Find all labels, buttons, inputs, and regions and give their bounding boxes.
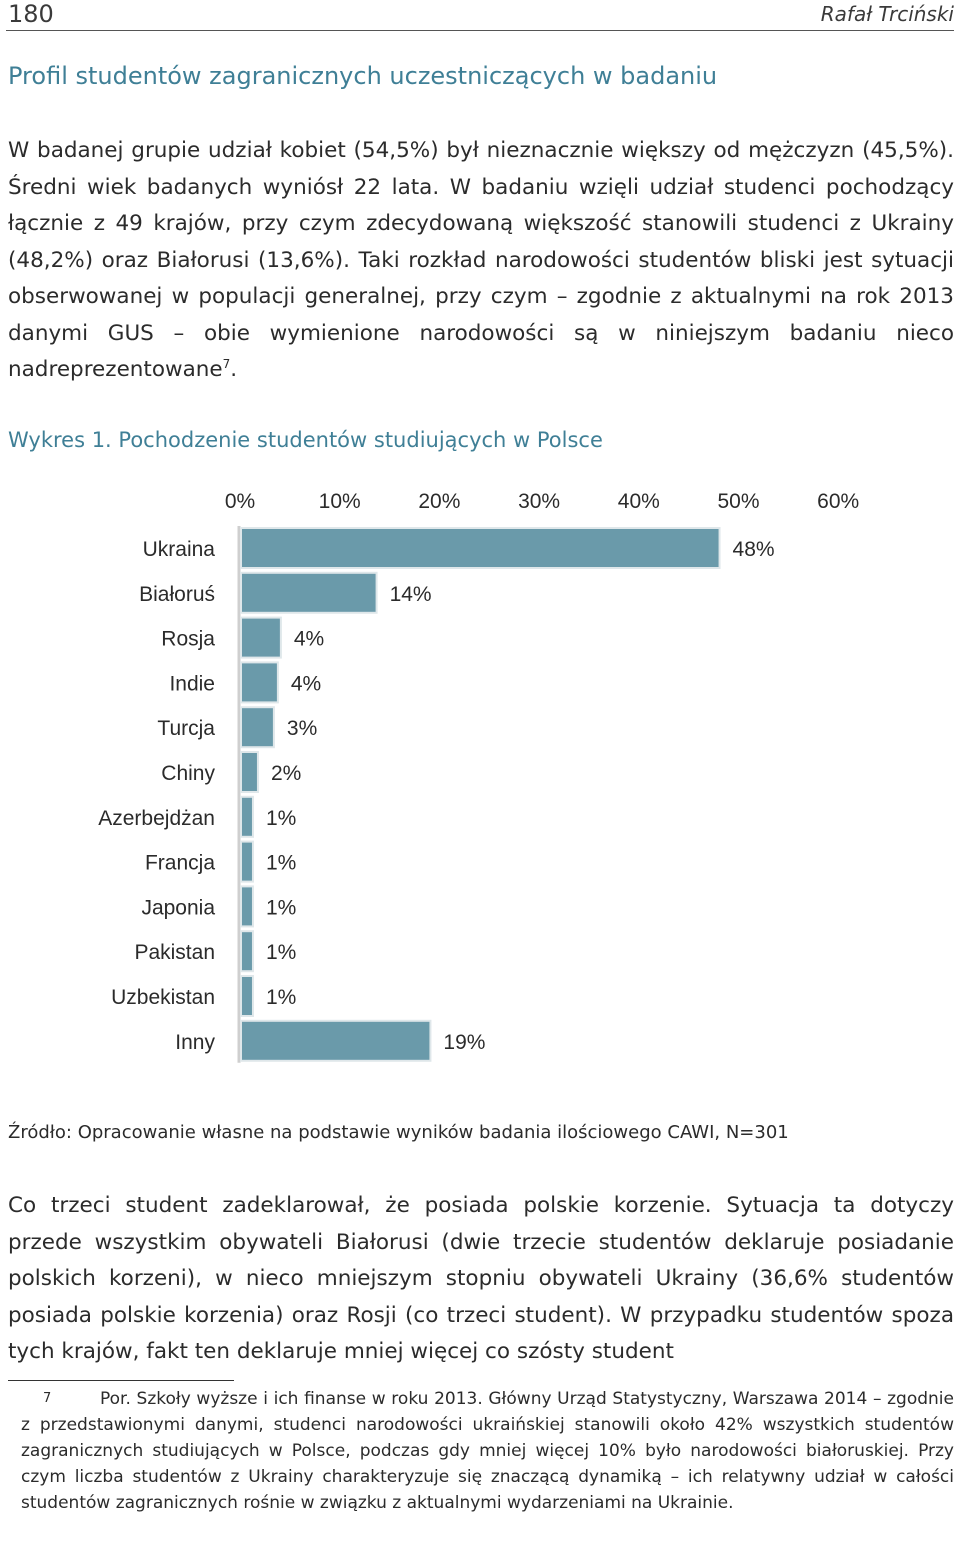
x-axis-ticks <box>225 490 859 513</box>
category-labels <box>98 538 215 1054</box>
paragraph-2: Co trzeci student zadeklarował, że posiada polskie korzenie. Sytuacja ta dotyczy przede wszystkim obywateli Białorusi (dwie trzecie studentów deklaruje posiadanie polskich korzeni), w nieco mniejszym stopniu obywateli Ukrainy (36,6% studentów posiada polskie korzenia) oraz Rosji (co trzeci student). W przypadku studentów spoza tych krajów, fakt ten deklaruje mniej więcej co szósty student <box>8 1193 954 1364</box>
value-label: 19% <box>443 1030 486 1054</box>
bar-chart <box>0 470 960 1090</box>
value-labels <box>266 538 775 1054</box>
bar <box>241 797 253 837</box>
value-label: 1% <box>265 986 297 1009</box>
value-label: 4% <box>293 627 325 651</box>
value-label: 4% <box>290 672 322 696</box>
bar <box>241 886 253 926</box>
value-label: 2% <box>270 762 302 785</box>
x-tick-label: 10% <box>318 490 361 513</box>
bar <box>241 662 278 702</box>
running-author: Rafał Trciński <box>820 2 954 26</box>
x-tick-label: 30% <box>518 490 561 513</box>
bar <box>241 573 377 613</box>
category-label: Indie <box>169 672 215 696</box>
bar <box>241 528 720 568</box>
paragraph-1 <box>8 133 954 389</box>
value-label: 1% <box>265 941 297 965</box>
footnote-ref[interactable]: 7 <box>222 356 231 371</box>
bar <box>241 842 253 882</box>
category-label: Uzbekistan <box>111 986 215 1009</box>
bar <box>241 931 253 971</box>
category-label: Białoruś <box>139 582 215 606</box>
footnote-text: Por. Szkoły wyższe i ich finanse w roku 2013. Główny Urząd Statystyczny, Warszawa 2014 – zgodnie z przedstawionymi danymi, studenci narodowości ukraińskiej stanowili około 42% wszystkich studentów zagranicznych studiujących w Polsce, podczas gdy mniej więcej 10% było narodowości białoruskiej. Przy czym liczba studentów z Ukrainy charakteryzuje się znaczącą dynamiką – ich relatywny udział w całości studentów zagranicznych rośnie w związku z aktualnymi wydarzeniami na Ukrainie. <box>21 1389 954 1513</box>
category-label: Inny <box>175 1030 215 1054</box>
bar <box>241 752 258 792</box>
figure-title: Pochodzenie studentów studiujących w Polsce <box>118 428 603 452</box>
page-number: 180 <box>8 0 54 28</box>
value-label: 3% <box>286 717 318 741</box>
bar <box>241 707 274 747</box>
section-title: Profil studentów zagranicznych uczestniczących w badaniu <box>8 62 718 90</box>
value-label: 14% <box>389 582 432 606</box>
figure-label: Wykres 1. <box>8 428 112 452</box>
value-label: 1% <box>265 896 297 920</box>
x-tick-label: 60% <box>817 490 860 513</box>
x-tick-label: 20% <box>418 490 461 513</box>
source-note: Źródło: Opracowanie własne na podstawie wyników badania ilościowego CAWI, N=301 <box>8 1122 789 1143</box>
category-label: Japonia <box>141 896 215 920</box>
paragraph-1-text: W badanej grupie udział kobiet (54,5%) był nieznacznie większy od mężczyzn (45,5%). Średni wiek badanych wyniósł 22 lata. W badaniu wzięli udział studenci pochodzący łącznie z 49 krajów, przy czym zdecydowaną większość stanowili studenci z Ukrainy (48,2%) oraz Białorusi (13,6%). Taki rozkład narodowości studentów bliski jest sytuacji obserwowanej w populacji generalnej, przy czym – zgodnie z aktualnymi na rok 2013 danymi GUS – obie wymienione narodowości są w niniejszym badaniu nieco nadreprezentowane <box>8 138 954 382</box>
paragraph-1-end: . <box>230 357 238 382</box>
category-label: Ukraina <box>142 538 215 561</box>
footnote <box>21 1386 954 1516</box>
value-label: 1% <box>265 851 297 875</box>
category-label: Azerbejdżan <box>98 806 215 830</box>
bar <box>241 976 253 1016</box>
category-label: Francja <box>144 851 215 875</box>
bar <box>241 618 281 658</box>
figure-caption <box>8 428 603 452</box>
category-label: Pakistan <box>134 941 215 965</box>
footnote-rule <box>8 1380 234 1381</box>
page-header <box>0 0 960 32</box>
category-label: Rosja <box>161 627 215 651</box>
category-label: Turcja <box>157 717 215 741</box>
footnote-number: 7 <box>43 1391 52 1406</box>
x-tick-label: 50% <box>717 490 760 513</box>
bar <box>241 1021 430 1061</box>
bars <box>241 528 720 1061</box>
value-label: 1% <box>265 806 297 830</box>
value-label: 48% <box>732 538 775 561</box>
x-tick-label: 0% <box>224 490 256 513</box>
header-rule <box>6 30 954 31</box>
category-label: Chiny <box>161 762 215 785</box>
x-tick-label: 40% <box>617 490 660 513</box>
